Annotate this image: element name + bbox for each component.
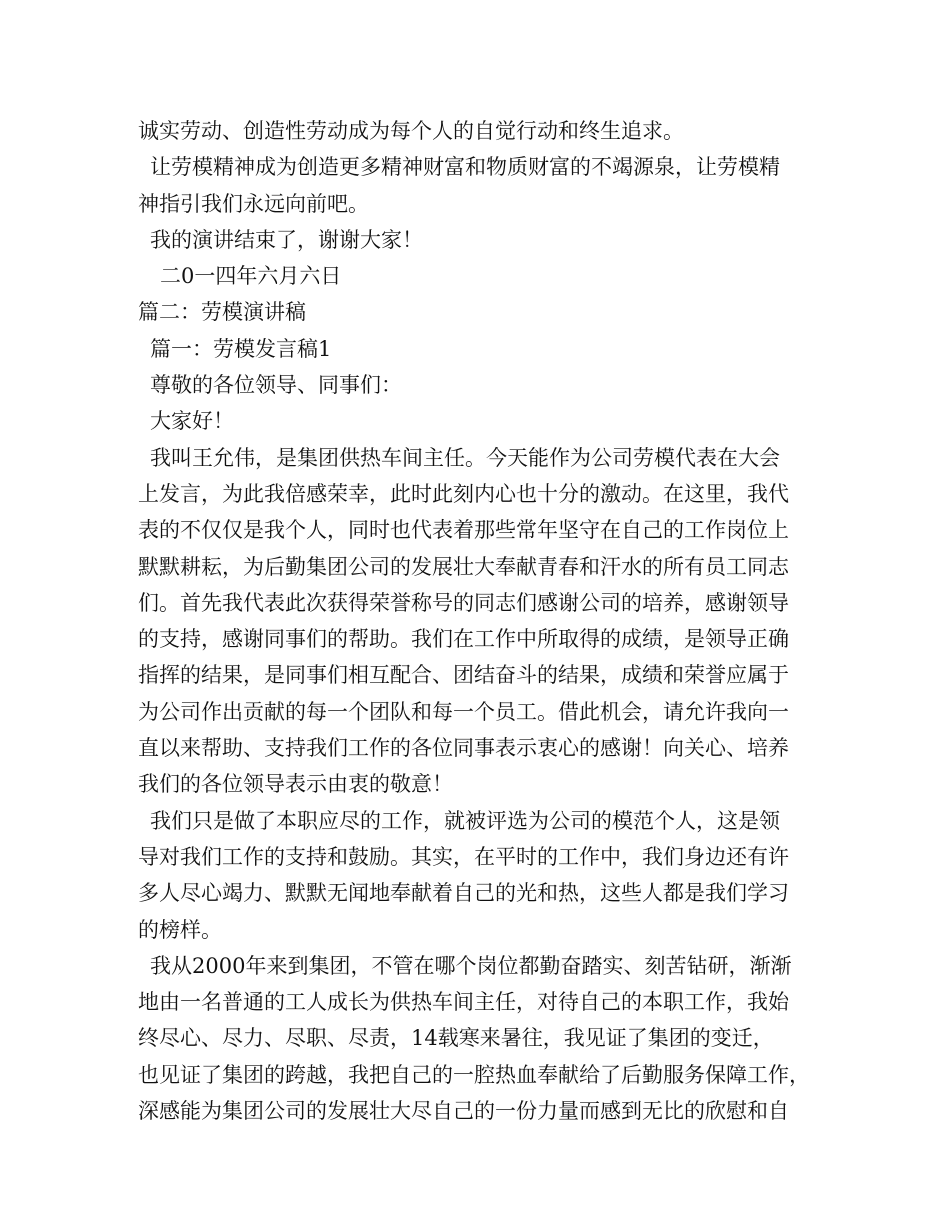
body-line: 我的演讲结束了，谢谢大家！ <box>150 227 423 252</box>
body-line: 深感能为集团公司的发展壮大尽自己的一份力量而感到无比的欣慰和自 <box>138 1099 789 1124</box>
document-body <box>138 113 818 1129</box>
body-line: 的榜样。 <box>138 917 222 942</box>
subsection-heading: 篇一：劳模发言稿1 <box>150 336 332 361</box>
section-heading: 篇二：劳模演讲稿 <box>138 300 306 325</box>
body-line: 多人尽心竭力、默默无闻地奉献着自己的光和热，这些人都是我们学习 <box>138 881 789 906</box>
body-line: 我从2000年来到集团，不管在哪个岗位都勤奋踏实、刻苦钻研，渐渐 <box>150 953 792 978</box>
body-line: 直以来帮助、支持我们工作的各位同事表示衷心的感谢！向关心、培养 <box>138 736 789 761</box>
body-line: 地由一名普通的工人成长为供热车间主任，对待自己的本职工作，我始 <box>138 990 789 1015</box>
body-line: 我们的各位领导表示由衷的敬意！ <box>138 772 453 797</box>
body-line: 们。首先我代表此次获得荣誉称号的同志们感谢公司的培养，感谢领导 <box>138 590 789 615</box>
body-line: 让劳模精神成为创造更多精神财富和物质财富的不竭源泉，让劳模精 <box>150 155 780 180</box>
body-line: 我叫王允伟，是集团供热车间主任。今天能作为公司劳模代表在大会 <box>150 445 780 470</box>
body-line: 诚实劳动、创造性劳动成为每个人的自觉行动和终生追求。 <box>138 119 684 143</box>
body-line: 终尽心、尽力、尽职、尽责，14载寒来暑往，我见证了集团的变迁， <box>138 1026 774 1051</box>
body-line: 默默耕耘，为后勤集团公司的发展壮大奉献青春和汗水的所有员工同志 <box>138 554 789 579</box>
body-line: 神指引我们永远向前吧。 <box>138 191 369 216</box>
body-line: 导对我们工作的支持和鼓励。其实，在平时的工作中，我们身边还有许 <box>138 844 789 869</box>
body-line: 的支持，感谢同事们的帮助。我们在工作中所取得的成绩，是领导正确 <box>138 627 789 652</box>
body-line: 表的不仅仅是我个人，同时也代表着那些常年坚守在自己的工作岗位上 <box>138 518 789 543</box>
body-line: 我们只是做了本职应尽的工作，就被评选为公司的模范个人，这是领 <box>150 808 780 833</box>
body-line: 指挥的结果，是同事们相互配合、团结奋斗的结果，成绩和荣誉应属于 <box>138 663 789 688</box>
greeting: 大家好！ <box>150 409 234 434</box>
salutation: 尊敬的各位领导、同事们： <box>150 373 402 398</box>
date-line: 二0一四年六月六日 <box>160 264 342 289</box>
body-line: 也见证了集团的跨越，我把自己的一腔热血奉献给了后勤服务保障工作， <box>138 1062 810 1087</box>
body-line: 上发言，为此我倍感荣幸，此时此刻内心也十分的激动。在这里，我代 <box>138 481 789 506</box>
body-line: 为公司作出贡献的每一个团队和每一个员工。借此机会，请允许我向一 <box>138 699 789 724</box>
